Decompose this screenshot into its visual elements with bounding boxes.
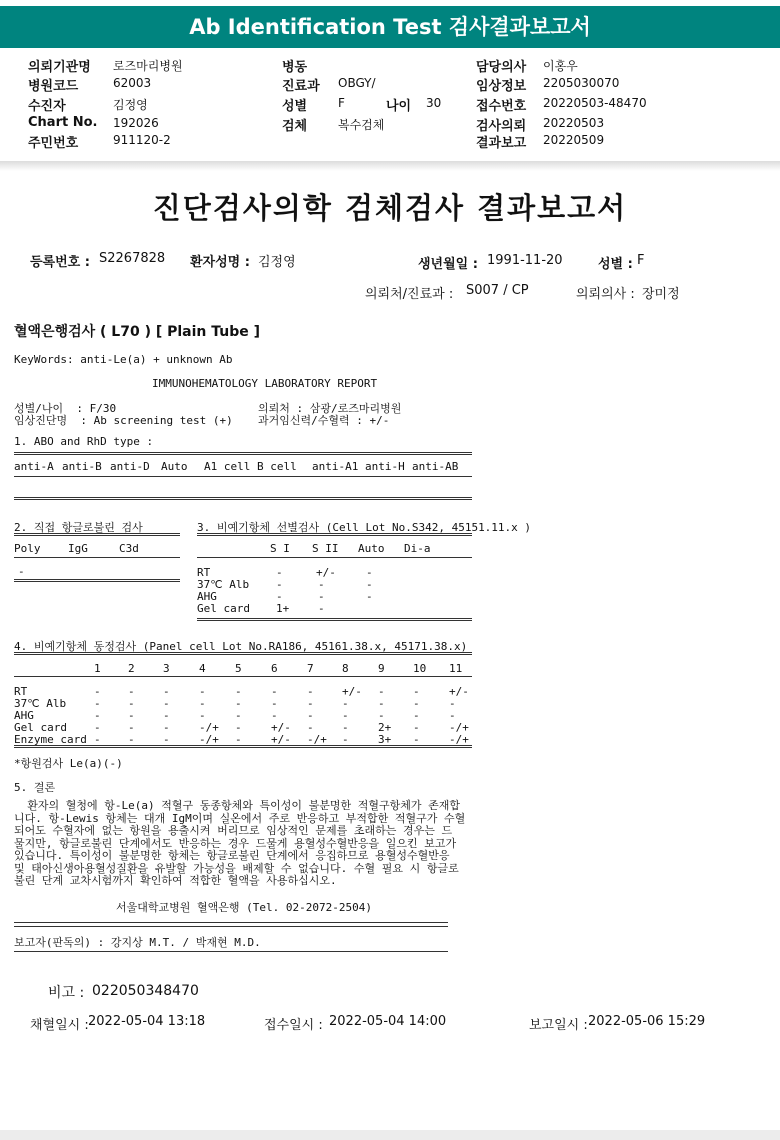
screen-cell: - [276,578,283,591]
panel-cell: +/- [271,733,291,746]
section4-title: 4. 비예기항체 동정검사 (Panel cell Lot No.RA186, 45161.38.x, 45171.38.x) [14,640,468,653]
double-rule [14,452,472,455]
conclusion-line: 환자의 혈청에 항-Le(a) 적혈구 동종항체와 특이성이 불분명한 적혈구항체가 존재합 [14,799,460,812]
single-rule [14,951,448,952]
panel-cell: - [342,733,349,746]
birth-value: 1991-11-20 [487,253,563,268]
screen-cell: - [318,590,325,603]
panel-cell: - [94,685,101,698]
panel-row-label: AHG [14,709,34,722]
report-label: 보고일시 : [529,1018,588,1033]
section1-title: 1. ABO and RhD type : [14,435,154,448]
double-rule [14,745,472,748]
panel-cell: - [199,697,206,710]
doctor-value: 장미정 [642,287,680,302]
blood-bank: 서울대학교병원 혈액은행 (Tel. 02-2072-2504) [116,901,372,914]
panel-cell: - [307,697,314,710]
screen-cell: - [276,590,283,603]
header-value: 이홍우 [543,59,578,73]
panel-cell: -/+ [307,733,327,746]
sex-value: F [637,253,645,268]
panel-cell: - [94,733,101,746]
remark-label: 비고 : [48,985,85,1001]
header-value: 20220503-48470 [543,96,647,110]
remark-value: 022050348470 [92,983,199,999]
panel-header-cell: 9 [378,662,385,675]
report-value: 2022-05-06 15:29 [588,1014,706,1029]
birth-label: 생년월일 : [418,257,478,272]
single-rule [197,557,472,558]
panel-cell: - [163,697,170,710]
double-rule [14,652,472,655]
panel-row-label: Gel card [14,721,67,734]
header-label: 검사의뢰 [476,119,527,134]
screen-row-label: 37℃ Alb [197,578,250,591]
collect-value: 2022-05-04 13:18 [88,1014,206,1029]
header-value: F [338,96,345,110]
abo-header: anti-D [110,460,150,473]
panel-cell: - [307,721,314,734]
panel-cell: - [163,721,170,734]
single-rule [14,922,448,923]
header-label: 성별 [282,99,308,114]
header-label: 수진자 [28,99,66,114]
abo-header: anti-H [365,460,405,473]
section5-title: 5. 결론 [14,781,56,794]
header-value: 20220503 [543,116,605,130]
screen-cell: 1+ [276,602,290,615]
panel-cell: - [94,721,101,734]
header-label: 담당의사 [476,60,527,75]
header-value: 로즈마리병원 [113,59,183,73]
dat-value: - [18,565,25,578]
panel-row-label: RT [14,685,28,698]
single-rule [14,676,472,677]
conclusion-text [14,800,504,888]
panel-cell: - [235,721,242,734]
screen-header: S I [270,542,290,555]
panel-cell: -/+ [199,733,219,746]
header-value: 2205030070 [543,76,620,90]
panel-cell: - [163,685,170,698]
panel-cell: +/- [449,685,469,698]
reporter: 보고자(판독의) : 강지상 M.T. / 박재현 M.D. [14,936,261,949]
sex-age: 성별/나이 : F/30 [14,402,117,415]
panel-cell: - [449,697,456,710]
diagnosis: 임상진단명 : Ab screening test (+) [14,414,233,427]
conclusion-line: 있습니다. 특이성이 불분명한 항체는 항글로불린 단계에서 응집하므로 용혈성수혈반응 [14,849,450,862]
panel-header-cell: 1 [94,662,101,675]
panel-cell: - [342,697,349,710]
conclusion-line: 되어도 수혈자에 없는 항원을 용출시켜 버리므로 임상적인 문제를 초래하는 경우는 드 [14,824,453,837]
dept-label: 의뢰처/진료과 : [365,287,454,302]
panel-cell: 3+ [378,733,392,746]
panel-cell: - [378,697,385,710]
header-value: 62003 [113,76,152,90]
panel-header-cell: 7 [307,662,314,675]
panel-cell: - [163,733,170,746]
abo-header: A1 cell [204,460,251,473]
header-label: 병동 [282,60,308,75]
screen-row-label: RT [197,566,211,579]
header-label: 주민번호 [28,136,79,151]
dat-header: C3d [119,542,139,555]
collect-label: 채혈일시 : [30,1018,89,1033]
panel-cell: -/+ [449,721,469,734]
panel-header-cell: 4 [199,662,206,675]
antigen-note: *항원검사 Le(a)(-) [14,757,123,770]
dat-header: Poly [14,542,41,555]
abo-header: anti-B [62,460,102,473]
screen-cell: - [318,602,325,615]
panel-cell: - [94,697,101,710]
header-value: 192026 [113,116,159,130]
panel-cell: +/- [271,721,291,734]
header-value: 20220509 [543,133,605,147]
panel-cell: - [271,697,278,710]
double-rule [197,618,472,621]
panel-header-cell: 5 [235,662,242,675]
panel-cell: - [413,709,420,722]
screen-cell: +/- [316,566,336,579]
history: 과거임신력/수혈력 : +/- [258,414,390,427]
panel-cell: - [378,685,385,698]
double-rule [14,497,472,500]
panel-cell: - [413,733,420,746]
double-rule [197,533,472,536]
conclusion-line: 및 태아신생아용혈성질환을 유발할 가능성을 배제할 수 없습니다. 수혈 필요 시 항글로 [14,861,459,875]
header-value: 김정영 [113,98,148,112]
panel-cell: - [199,685,206,698]
reg-label: 등록번호 : [30,255,90,270]
abo-header: B cell [257,460,297,473]
panel-cell: - [342,721,349,734]
screen-cell: - [276,566,283,579]
header-label: 결과보고 [476,136,527,151]
receive-value: 2022-05-04 14:00 [329,1014,447,1029]
header-label: 검체 [282,119,308,134]
panel-cell: - [413,697,420,710]
screen-cell: - [366,566,373,579]
sex-label: 성별 : [598,257,633,272]
panel-cell: - [128,709,135,722]
dat-header: IgG [68,542,88,555]
panel-cell: - [235,685,242,698]
lab-title: IMMUNOHEMATOLOGY LABORATORY REPORT [152,377,378,390]
header-label: 임상정보 [476,79,527,94]
panel-header-cell: 11 [449,662,463,675]
panel-cell: - [128,733,135,746]
panel-cell: - [271,685,278,698]
report-title: 진단검사의학 검체검사 결과보고서 [152,191,628,225]
panel-cell: - [199,709,206,722]
panel-cell: - [413,721,420,734]
conclusion-line: 물지만, 항글로불린 단계에서도 반응하는 경우 드물게 용혈성수혈반응을 일으킨 보고가 [14,836,457,850]
header-label: 접수번호 [476,99,527,114]
banner-title: Ab Identification Test 검사결과보고서 [189,15,591,39]
panel-row-label: Enzyme card [14,733,87,746]
section2-title: 2. 직접 항글로불린 검사 [14,521,143,534]
test-title: 혈액은행검사 ( L70 ) [ Plain Tube ] [14,324,261,340]
panel-cell: - [449,709,456,722]
keywords: KeyWords: anti-Le(a) + unknown Ab [14,353,233,366]
conclusion-line: 불린 단계 교차시험까지 확인하여 적합한 혈액을 사용하십시오. [14,874,337,887]
single-rule [14,557,180,558]
panel-cell: - [235,733,242,746]
screen-header: S II [312,542,339,555]
conclusion-line: 니다. 항-Lewis 항체는 대개 IgM이며 실온에서 주로 반응하고 부적합한 적혈구가 수혈 [14,811,466,825]
panel-header-cell: 6 [271,662,278,675]
panel-cell: - [271,709,278,722]
screen-header: Auto [358,542,385,555]
panel-cell: - [307,685,314,698]
header-label: 진료과 [282,79,320,94]
panel-cell: - [378,709,385,722]
doctor-label: 의뢰의사 : [576,287,635,302]
age-label: 나이 [386,99,412,114]
age-value: 30 [426,96,442,110]
panel-cell: - [94,709,101,722]
abo-header: Auto [161,460,188,473]
panel-header-cell: 8 [342,662,349,675]
panel-cell: - [342,709,349,722]
panel-header-cell: 2 [128,662,135,675]
name-value: 김정영 [258,255,296,270]
screen-cell: - [318,578,325,591]
header-value: 911120-2 [113,133,171,147]
panel-cell: +/- [342,685,362,698]
panel-cell: - [307,709,314,722]
header-value: OBGY/ [338,76,376,90]
double-rule [14,533,180,536]
referrer: 의뢰처 : 삼광/로즈마리병원 [258,402,402,415]
panel-cell: - [128,685,135,698]
panel-cell: -/+ [449,733,469,746]
screen-row-label: Gel card [197,602,250,615]
panel-header-cell: 10 [413,662,427,675]
dept-value: S007 / CP [466,283,529,298]
header-label: Chart No. [28,115,98,130]
section-divider [0,161,780,171]
screen-row-label: AHG [197,590,217,603]
receive-label: 접수일시 : [264,1018,323,1033]
header-label: 병원코드 [28,79,79,94]
panel-cell: 2+ [378,721,392,734]
page-bottom-edge [0,1130,780,1140]
reg-value: S2267828 [99,251,166,266]
panel-cell: -/+ [199,721,219,734]
panel-cell: - [163,709,170,722]
abo-header: anti-AB [412,460,459,473]
single-rule [14,476,472,477]
double-rule [14,579,180,582]
panel-header-cell: 3 [163,662,170,675]
header-label: 의뢰기관명 [28,60,91,75]
name-label: 환자성명 : [190,255,250,270]
single-rule [14,926,448,927]
panel-cell: - [128,697,135,710]
abo-header: anti-A1 [312,460,359,473]
panel-cell: - [235,709,242,722]
panel-cell: - [413,685,420,698]
abo-header: anti-A [14,460,54,473]
panel-cell: - [128,721,135,734]
section3-title: 3. 비예기항체 선별검사 (Cell Lot No.S342, 45151.11.x ) [197,521,532,534]
panel-row-label: 37℃ Alb [14,697,67,710]
panel-cell: - [235,697,242,710]
screen-header: Di-a [404,542,431,555]
header-value: 복수검체 [338,118,385,132]
screen-cell: - [366,590,373,603]
screen-cell: - [366,578,373,591]
